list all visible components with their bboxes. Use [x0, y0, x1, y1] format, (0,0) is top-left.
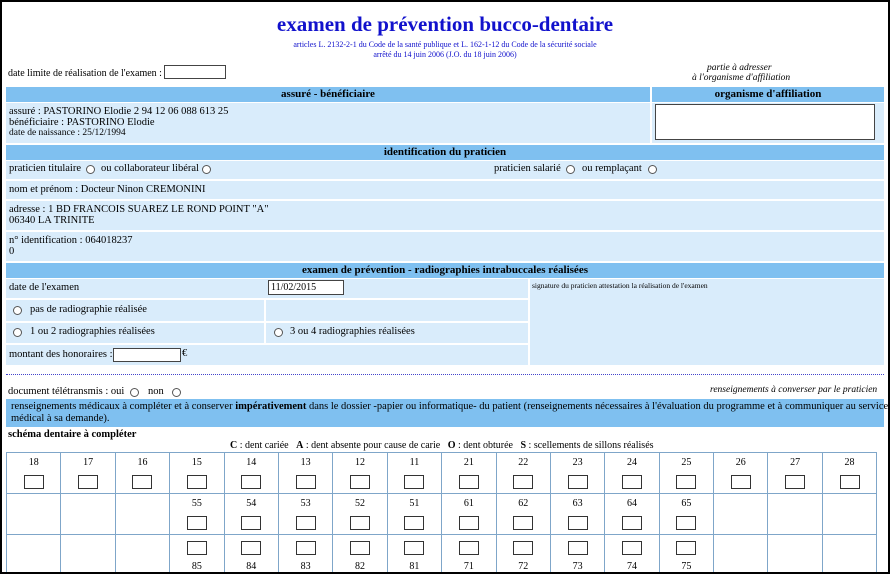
radio12-panel [6, 323, 264, 343]
tooth-cell [714, 453, 768, 494]
tooth-number: 28 [844, 457, 855, 468]
tooth-cell [387, 494, 441, 535]
montant-panel [6, 345, 528, 365]
tooth-number: 65 [681, 498, 692, 509]
legend-text: : scellements de sillons réalisés [526, 440, 654, 451]
adresse-line-2: 06340 LA TRINITE [9, 215, 95, 226]
tooth-number: 61 [463, 498, 474, 509]
tooth-input[interactable] [350, 475, 370, 489]
tooth-number: 21 [463, 457, 474, 468]
tooth-input[interactable] [404, 541, 424, 555]
schema-legend [230, 440, 654, 451]
tooth-input[interactable] [132, 475, 152, 489]
date-limite-label: date limite de réalisation de l'examen : [8, 68, 162, 79]
tooth-cell [115, 453, 169, 494]
tooth-number: 13 [300, 457, 311, 468]
adresse-line-1: adresse : 1 BD FRANCOIS SUAREZ LE ROND POINT "A" [9, 204, 269, 215]
tooth-number: 54 [246, 498, 257, 509]
nom-line: nom et prénom : Docteur Ninon CREMONINI [9, 184, 206, 195]
tooth-input[interactable] [568, 516, 588, 530]
tooth-input[interactable] [241, 516, 261, 530]
tooth-input[interactable] [241, 541, 261, 555]
tooth-number: 24 [626, 457, 637, 468]
renseignements-suffix: dans le dossier -papier ou informatique- du patient (renseignements nécessaires à l'évaluation du programme et à communiquer au service [308, 401, 889, 412]
tooth-number: 27 [790, 457, 801, 468]
legend-text: : dent cariée [237, 440, 297, 451]
tooth-cell [550, 494, 604, 535]
teletransmis-label: document télétransmis : oui [8, 386, 125, 397]
collaborateur-label: ou collaborateur libéral [101, 163, 199, 174]
tooth-cell [224, 494, 278, 535]
tooth-input[interactable] [350, 516, 370, 530]
organisme-header: organisme d'affiliation [652, 87, 884, 102]
praticien-header: identification du praticien [6, 145, 884, 160]
legend-key: O [447, 440, 456, 451]
tooth-input[interactable] [459, 541, 479, 555]
partie-adresser-text: partie à adresser [707, 63, 772, 73]
legend-key: S [520, 440, 527, 451]
separator-line [6, 374, 884, 375]
renseignements-banner [6, 399, 889, 427]
tooth-number: 72 [518, 561, 529, 572]
tooth-number: 18 [28, 457, 39, 468]
organisme-panel [652, 103, 884, 143]
montant-label: montant des honoraires : [9, 349, 113, 360]
radio34-label: 3 ou 4 radiographies réalisées [290, 326, 415, 337]
legend-key: C [230, 440, 238, 451]
tooth-input[interactable] [676, 475, 696, 489]
radio34-panel [266, 323, 528, 343]
tooth-number: 25 [681, 457, 692, 468]
empty-tooth-cell [115, 494, 169, 535]
tooth-input[interactable] [24, 475, 44, 489]
renseignements-conserver-text: renseignements à converser par le praticien [710, 385, 878, 395]
tooth-input[interactable] [676, 516, 696, 530]
articles-text: articles L. 2132-2-1 du Code de la santé publique et L. 162-1-12 du Code de la sécurité sociale [293, 40, 597, 49]
tooth-cell [768, 453, 822, 494]
tooth-cell [170, 535, 224, 574]
tooth-number: 74 [626, 561, 637, 572]
tooth-input[interactable] [568, 475, 588, 489]
tooth-number: 84 [246, 561, 257, 572]
tooth-number: 11 [409, 457, 420, 468]
tooth-cell [442, 535, 496, 574]
tooth-cell [224, 453, 278, 494]
empty-tooth-cell [768, 535, 822, 574]
tooth-cell [387, 453, 441, 494]
praticien-type-panel [6, 161, 884, 179]
tooth-cell [170, 494, 224, 535]
tooth-input[interactable] [622, 516, 642, 530]
tooth-input[interactable] [187, 541, 207, 555]
pas-radio-panel [6, 300, 264, 321]
titulaire-label: praticien titulaire [9, 163, 82, 174]
empty-tooth-cell [768, 494, 822, 535]
tooth-input[interactable] [731, 475, 751, 489]
tooth-cell [822, 453, 876, 494]
partie-adresser-text-2: à l'organisme d'affiliation [692, 73, 791, 83]
tooth-input[interactable] [78, 475, 98, 489]
tooth-input[interactable] [241, 475, 261, 489]
tooth-number: 51 [409, 498, 420, 509]
empty-tooth-cell [714, 494, 768, 535]
tooth-number: 81 [409, 561, 420, 572]
tooth-cell [224, 535, 278, 574]
titulaire-radio[interactable] [86, 165, 95, 174]
teletransmis-oui-radio[interactable] [130, 388, 139, 397]
tooth-input[interactable] [350, 541, 370, 555]
tooth-input[interactable] [513, 475, 533, 489]
empty-tooth-cell [61, 535, 115, 574]
tooth-number: 12 [355, 457, 366, 468]
tooth-number: 52 [355, 498, 366, 509]
tooth-cell [442, 453, 496, 494]
tooth-number: 23 [572, 457, 583, 468]
identification-line: n° identification : 064018237 [9, 235, 133, 246]
tooth-input[interactable] [296, 541, 316, 555]
tooth-cell [550, 453, 604, 494]
tooth-cell [496, 494, 550, 535]
tooth-input[interactable] [513, 541, 533, 555]
tooth-input[interactable] [622, 541, 642, 555]
tooth-number: 83 [300, 561, 311, 572]
tooth-input[interactable] [459, 516, 479, 530]
legend-text: : dent obturée [455, 440, 521, 451]
tooth-cell [333, 453, 387, 494]
tooth-number: 71 [463, 561, 474, 572]
tooth-input[interactable] [187, 475, 207, 489]
tooth-input[interactable] [785, 475, 805, 489]
teletransmis-non-label: non [148, 386, 164, 397]
tooth-cell [605, 494, 659, 535]
tooth-number: 26 [735, 457, 746, 468]
tooth-cell [550, 535, 604, 574]
empty-tooth-cell [822, 494, 876, 535]
signature-panel[interactable] [530, 279, 884, 365]
radio34-radio[interactable] [274, 328, 283, 337]
renseignements-prefix: renseignements médicaux à compléter et à conserver [11, 401, 233, 412]
arrete-text: arrêté du 14 juin 2006 (J.O. du 18 juin 2006) [373, 50, 517, 59]
assure-line: assuré : PASTORINO Elodie 2 94 12 06 088 613 25 [9, 106, 229, 117]
empty-tooth-cell [7, 494, 61, 535]
tooth-number: 15 [191, 457, 202, 468]
tooth-cell [659, 453, 713, 494]
tooth-cell [333, 535, 387, 574]
empty-tooth-cell [7, 535, 61, 574]
tooth-input[interactable] [187, 516, 207, 530]
empty-tooth-cell [61, 494, 115, 535]
nom-panel [6, 181, 884, 199]
signature-label: signature du praticien attestation la réalisation de l'examen [532, 281, 708, 290]
schema-title: schéma dentaire à compléter [8, 429, 137, 440]
tooth-number: 17 [83, 457, 94, 468]
identification-line-2: 0 [9, 246, 15, 257]
tooth-number: 85 [191, 561, 202, 572]
date-limite-input[interactable] [164, 65, 226, 79]
teletransmis-non-radio[interactable] [172, 388, 181, 397]
radio12-label: 1 ou 2 radiographies réalisées [30, 326, 155, 337]
tooth-number: 22 [518, 457, 529, 468]
adresse-panel [6, 201, 884, 230]
tooth-cell [496, 453, 550, 494]
tooth-input[interactable] [513, 516, 533, 530]
euro-symbol: € [182, 348, 188, 359]
tooth-number: 55 [191, 498, 202, 509]
tooth-cell [496, 535, 550, 574]
empty-panel [266, 300, 528, 321]
page-title: examen de prévention bucco-dentaire [276, 12, 614, 36]
tooth-cell [659, 535, 713, 574]
tooth-cell [442, 494, 496, 535]
tooth-input[interactable] [840, 475, 860, 489]
tooth-number: 64 [626, 498, 637, 509]
tooth-cell [278, 453, 332, 494]
assure-header: assuré - bénéficiaire [6, 87, 650, 102]
pas-radio-radio[interactable] [13, 306, 22, 315]
tooth-cell [7, 453, 61, 494]
empty-tooth-cell [822, 535, 876, 574]
tooth-cell [387, 535, 441, 574]
beneficiaire-line: bénéficiaire : PASTORINO Elodie [9, 117, 155, 128]
radio12-radio[interactable] [13, 328, 22, 337]
montant-input[interactable] [113, 348, 181, 362]
tooth-input[interactable] [296, 475, 316, 489]
remplacant-label: ou remplaçant [582, 163, 642, 174]
renseignements-line2: médical à sa demande). [11, 413, 110, 424]
tooth-input[interactable] [404, 475, 424, 489]
tooth-cell [278, 535, 332, 574]
renseignements-bold: impérativement [235, 401, 307, 412]
tooth-cell [333, 494, 387, 535]
collaborateur-radio[interactable] [202, 165, 211, 174]
remplacant-radio[interactable] [648, 165, 657, 174]
identification-panel [6, 232, 884, 261]
tooth-number: 75 [681, 561, 692, 572]
salarie-radio[interactable] [566, 165, 575, 174]
examen-header: examen de prévention - radiographies intrabuccales réalisées [6, 263, 884, 278]
tooth-cell [278, 494, 332, 535]
tooth-cell [605, 535, 659, 574]
pas-radio-label: pas de radiographie réalisée [30, 304, 147, 315]
tooth-number: 73 [572, 561, 583, 572]
tooth-cell [61, 453, 115, 494]
organisme-input[interactable] [655, 104, 875, 140]
assure-panel [6, 103, 650, 143]
date-examen-panel [6, 279, 528, 298]
tooth-number: 53 [300, 498, 311, 509]
legend-text: : dent absente pour cause de carie [303, 440, 448, 451]
date-examen-label: date de l'examen [9, 282, 80, 293]
date-naissance-line: date de naissance : 25/12/1994 [9, 128, 126, 138]
empty-tooth-cell [115, 535, 169, 574]
tooth-number: 82 [355, 561, 366, 572]
tooth-cell [659, 494, 713, 535]
tooth-number: 63 [572, 498, 583, 509]
legend-key: A [296, 440, 304, 451]
tooth-number: 16 [137, 457, 148, 468]
tooth-input[interactable] [404, 516, 424, 530]
tooth-input[interactable] [296, 516, 316, 530]
tooth-chart [6, 452, 877, 574]
tooth-number: 62 [518, 498, 529, 509]
tooth-input[interactable] [676, 541, 696, 555]
tooth-cell [605, 453, 659, 494]
tooth-number: 14 [246, 457, 257, 468]
tooth-input[interactable] [568, 541, 588, 555]
tooth-input[interactable] [622, 475, 642, 489]
tooth-cell [170, 453, 224, 494]
date-examen-input[interactable]: 11/02/2015 [268, 280, 344, 295]
tooth-input[interactable] [459, 475, 479, 489]
empty-tooth-cell [714, 535, 768, 574]
salarie-label: praticien salarié [494, 163, 561, 174]
